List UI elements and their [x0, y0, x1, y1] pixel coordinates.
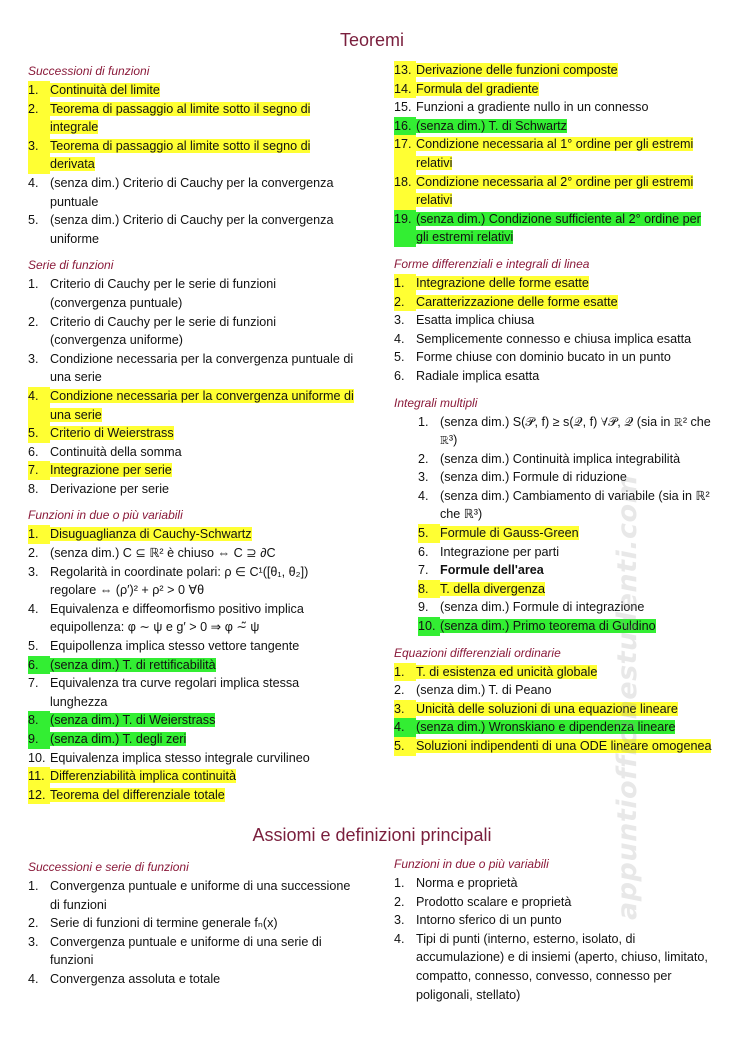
item-text: Regolarità in coordinate polari: ρ ∈ C¹([θ₁, θ₂]) regolare ⇔ (ρ′)² + ρ² > 0 ∀θ	[50, 564, 309, 598]
item-text: Equivalenza e diffeomorfismo positivo implica equipollenza: φ ∼ ψ e g′ > 0 ⇒ φ ∼̃ ψ	[50, 601, 304, 635]
item-number: 1.	[28, 277, 39, 292]
item-text: Soluzioni indipendenti di una ODE lineare omogenea	[416, 739, 712, 753]
item-number: 4.	[394, 331, 405, 346]
item-number: 1.	[28, 81, 50, 100]
page-title-axioms: Assiomi e definizioni principali	[252, 825, 492, 845]
item-number: 3.	[394, 913, 405, 928]
list-item	[28, 730, 354, 749]
list-item	[28, 877, 354, 914]
numbered-list	[394, 61, 714, 247]
list-item	[394, 348, 714, 367]
list-item	[394, 274, 714, 293]
item-text: Condizione necessaria per la convergenza puntuale di una serie	[50, 351, 354, 385]
section	[28, 860, 354, 989]
item-text: Serie di funzioni di termine generale fₙ(x)	[50, 916, 278, 931]
list-item	[28, 970, 354, 989]
watermark-text: appuntiofficinestudenti.com	[612, 474, 643, 920]
item-text: (senza dim.) Formule di riduzione	[440, 470, 627, 485]
item-text: Unicità delle soluzioni di una equazione lineare	[416, 701, 678, 716]
list-item	[28, 174, 354, 211]
item-text: Integrazione delle forme esatte	[416, 275, 589, 290]
item-text: Formule di Gauss-Green	[440, 526, 579, 541]
item-number: 3.	[28, 564, 39, 579]
item-number: 5.	[418, 524, 440, 543]
item-number: 4.	[418, 488, 429, 503]
section	[28, 64, 354, 248]
list-item	[28, 350, 354, 387]
list-item	[28, 786, 354, 805]
item-number: 1.	[394, 663, 416, 682]
list-item	[28, 767, 354, 786]
list-item	[394, 524, 714, 543]
item-number: 5.	[28, 639, 39, 654]
item-text: (senza dim.) T. di Weierstrass	[50, 713, 216, 728]
item-number: 8.	[418, 580, 440, 599]
item-text: Convergenza assoluta e totale	[50, 971, 221, 986]
item-text: (senza dim.) S(𝒫, f) ≥ s(𝒬, f) ∀𝒫, 𝒬 (sia in ℝ² che ℝ³)	[440, 414, 711, 448]
section-heading: Funzioni in due o più variabili	[394, 857, 549, 871]
item-number: 3.	[394, 313, 405, 328]
numbered-list	[394, 663, 714, 756]
list-item	[394, 173, 714, 210]
numbered-list	[28, 275, 354, 498]
item-number: 4.	[28, 601, 39, 616]
item-number: 2.	[394, 894, 405, 909]
item-text: Differenziabilità implica continuità	[50, 769, 236, 784]
item-number: 1.	[394, 274, 416, 293]
item-number: 14.	[394, 80, 416, 99]
item-text: T. di esistenza ed unicità globale	[416, 664, 598, 679]
item-text: Tipi di punti (interno, esterno, isolato, di accumulazione) e di insiemi (aperto, chiuso, limitato, compatto, connesso, convesso, connesso per poligonali, stellato)	[416, 931, 708, 1002]
section	[394, 257, 714, 386]
item-text: Continuità della somma	[50, 444, 182, 459]
section-heading: Forme differenziali e integrali di linea	[394, 256, 590, 271]
item-text: Derivazione per serie	[50, 481, 169, 496]
item-text: Equivalenza implica stesso integrale curvilineo	[50, 750, 310, 765]
item-number: 3.	[28, 351, 39, 366]
list-item	[394, 893, 714, 912]
numbered-list	[394, 874, 714, 1004]
item-text: Caratterizzazione delle forme esatte	[416, 294, 618, 309]
item-text: (senza dim.) Cambiamento di variabile (sia in ℝ² che ℝ³)	[440, 488, 710, 522]
item-text: Condizione necessaria al 2° ordine per gli estremi relativi	[416, 174, 694, 208]
item-number: 4.	[394, 718, 416, 737]
item-number: 2.	[28, 916, 39, 931]
item-number: 10.	[28, 750, 46, 765]
list-item	[28, 480, 354, 499]
item-number: 5.	[394, 737, 416, 756]
list-item	[28, 933, 354, 970]
list-item	[394, 617, 714, 636]
item-text: (senza dim.) Condizione sufficiente al 2° ordine per gli estremi relativi	[416, 211, 701, 245]
list-item	[394, 135, 714, 172]
item-text: Formule dell'area	[440, 563, 544, 578]
list-item	[28, 313, 354, 350]
item-number: 6.	[28, 656, 50, 675]
list-item	[394, 663, 714, 682]
item-number: 17.	[394, 135, 416, 172]
list-item	[394, 210, 714, 247]
section	[28, 508, 354, 804]
item-text: (senza dim.) Criterio di Cauchy per la convergenza puntuale	[50, 175, 334, 209]
list-item	[28, 637, 354, 656]
list-item	[394, 311, 714, 330]
item-number: 9.	[28, 730, 50, 749]
item-text: Forme chiuse con dominio bucato in un punto	[416, 350, 671, 365]
section-heading: Serie di funzioni	[28, 258, 114, 273]
item-text: Convergenza puntuale e uniforme di una successione di funzioni	[50, 879, 351, 912]
item-number: 5.	[28, 424, 50, 443]
item-text: (senza dim.) Continuità implica integrabilità	[440, 451, 681, 466]
list-item	[28, 600, 354, 637]
list-item	[28, 275, 354, 312]
item-number: 2.	[28, 100, 50, 137]
item-number: 9.	[418, 600, 429, 615]
item-number: 7.	[418, 563, 429, 578]
list-item	[394, 468, 714, 487]
list-item	[394, 681, 714, 700]
item-text: (senza dim.) Primo teorema di Guldino	[440, 619, 656, 634]
item-text: Intorno sferico di un punto	[416, 913, 562, 928]
list-item	[28, 443, 354, 462]
section	[394, 396, 714, 636]
item-text: Derivazione delle funzioni composte	[416, 63, 618, 77]
list-item	[28, 914, 354, 933]
section-heading: Successioni di funzioni	[28, 64, 150, 78]
list-item	[28, 100, 354, 137]
item-text: (senza dim.) T. di Peano	[416, 683, 552, 698]
list-item	[394, 874, 714, 893]
list-item	[394, 543, 714, 562]
item-number: 2.	[418, 451, 429, 466]
list-item	[394, 80, 714, 99]
item-text: (senza dim.) T. degli zeri	[50, 732, 187, 746]
item-number: 3.	[418, 470, 429, 485]
item-text: Formula del gradiente	[416, 81, 539, 96]
list-item	[394, 413, 714, 450]
item-text: Semplicemente connesso e chiusa implica esatta	[416, 331, 692, 346]
numbered-list	[28, 525, 354, 804]
item-number: 7.	[28, 461, 50, 480]
list-item	[28, 387, 354, 424]
item-text: Integrazione per parti	[440, 544, 560, 559]
item-text: Criterio di Cauchy per le serie di funzioni (convergenza puntuale)	[50, 277, 277, 310]
item-number: 2.	[394, 293, 416, 312]
item-number: 4.	[28, 971, 39, 986]
section-heading: Funzioni in due o più variabili	[28, 508, 183, 523]
list-item	[394, 98, 714, 117]
section-heading: Integrali multipli	[394, 395, 478, 410]
item-text: Condizione necessaria al 1° ordine per gli estremi relativi	[416, 137, 694, 170]
item-number: 1.	[28, 879, 39, 893]
axioms-right-column	[394, 857, 714, 1004]
list-item	[394, 117, 714, 136]
section	[394, 857, 714, 1004]
item-number: 11.	[28, 767, 50, 786]
list-item	[394, 367, 714, 386]
list-item	[394, 293, 714, 312]
item-number: 13.	[394, 61, 416, 80]
item-number: 7.	[28, 676, 39, 691]
item-text: Criterio di Cauchy per le serie di funzioni (convergenza uniforme)	[50, 314, 277, 348]
list-item	[28, 81, 354, 100]
item-text: Integrazione per serie	[50, 463, 172, 478]
item-text: Esatta implica chiusa	[416, 313, 535, 328]
item-number: 2.	[28, 546, 39, 561]
item-number: 2.	[394, 683, 405, 698]
list-item	[28, 424, 354, 443]
item-number: 6.	[418, 544, 429, 559]
item-text: Equipollenza implica stesso vettore tangente	[50, 639, 300, 654]
item-number: 16.	[394, 117, 416, 136]
item-text: Teorema del differenziale totale	[50, 787, 225, 802]
numbered-list	[394, 274, 714, 386]
item-number: 8.	[28, 481, 39, 496]
list-item	[394, 598, 714, 617]
numbered-list	[28, 81, 354, 248]
section	[28, 258, 354, 498]
item-number: 3.	[28, 137, 50, 174]
item-text: (senza dim.) Criterio di Cauchy per la convergenza uniforme	[50, 213, 334, 246]
section-heading: Successioni e serie di funzioni	[28, 860, 189, 874]
item-number: 3.	[394, 700, 416, 719]
list-item	[394, 330, 714, 349]
left-column	[28, 64, 354, 804]
item-number: 18.	[394, 173, 416, 210]
item-number: 5.	[28, 213, 39, 228]
list-item	[394, 737, 714, 756]
item-text: Convergenza puntuale e uniforme di una serie di funzioni	[50, 934, 322, 968]
item-number: 4.	[28, 175, 39, 190]
item-text: Criterio di Weierstrass	[50, 426, 174, 441]
item-text: Norma e proprietà	[416, 876, 518, 890]
list-item	[394, 580, 714, 599]
section-heading: Equazioni differenziali ordinarie	[394, 645, 561, 660]
numbered-list	[28, 877, 354, 989]
list-item	[28, 749, 354, 768]
item-text: (senza dim.) C ⊆ ℝ² è chiuso ⇔ C ⊇ ∂C	[50, 546, 276, 561]
item-number: 1.	[418, 414, 429, 429]
list-item	[28, 563, 354, 600]
axioms-left-column	[28, 860, 354, 989]
list-item	[394, 911, 714, 930]
item-text: (senza dim.) Formule di integrazione	[440, 600, 645, 615]
section	[394, 646, 714, 756]
item-number: 15.	[394, 100, 412, 115]
list-item	[394, 450, 714, 469]
list-item	[28, 674, 354, 711]
item-number: 19.	[394, 210, 416, 247]
item-text: Radiale implica esatta	[416, 368, 540, 383]
item-number: 6.	[394, 368, 405, 383]
item-number: 10.	[418, 617, 440, 636]
item-text: (senza dim.) T. di rettificabilità	[50, 657, 216, 672]
list-item	[28, 525, 354, 544]
item-text: Teorema di passaggio al limite sotto il segno di integrale	[50, 101, 311, 135]
right-column	[394, 61, 714, 756]
list-item	[28, 137, 354, 174]
item-text: (senza dim.) Wronskiano e dipendenza lineare	[416, 720, 676, 735]
item-number: 4.	[28, 387, 50, 424]
item-text: (senza dim.) T. di Schwartz	[416, 118, 567, 133]
item-number: 1.	[394, 876, 405, 890]
item-text: Equivalenza tra curve regolari implica stessa lunghezza	[50, 676, 300, 709]
list-item	[394, 700, 714, 719]
list-item	[394, 487, 714, 524]
item-number: 4.	[394, 931, 405, 946]
item-number: 6.	[28, 444, 39, 459]
list-item	[394, 561, 714, 580]
item-number: 8.	[28, 711, 50, 730]
numbered-list	[394, 413, 714, 636]
item-number: 1.	[28, 525, 50, 544]
item-number: 5.	[394, 350, 405, 365]
item-text: Funzioni a gradiente nullo in un connesso	[416, 100, 649, 115]
list-item	[28, 711, 354, 730]
item-text: Continuità del limite	[50, 83, 160, 97]
list-item	[28, 544, 354, 563]
item-text: Prodotto scalare e proprietà	[416, 894, 572, 909]
item-text: Disuguaglianza di Cauchy-Schwartz	[50, 527, 252, 542]
page-title-theorems: Teoremi	[339, 30, 405, 50]
item-number: 2.	[28, 314, 39, 329]
list-item	[394, 718, 714, 737]
item-number: 12.	[28, 786, 50, 805]
item-text: Teorema di passaggio al limite sotto il segno di derivata	[50, 138, 311, 172]
list-item	[394, 61, 714, 80]
list-item	[28, 211, 354, 248]
item-text: T. della divergenza	[440, 581, 546, 596]
item-text: Condizione necessaria per la convergenza uniforme di una serie	[50, 388, 354, 422]
list-item	[28, 656, 354, 675]
list-item	[28, 461, 354, 480]
list-item	[394, 930, 714, 1004]
item-number: 3.	[28, 934, 39, 949]
